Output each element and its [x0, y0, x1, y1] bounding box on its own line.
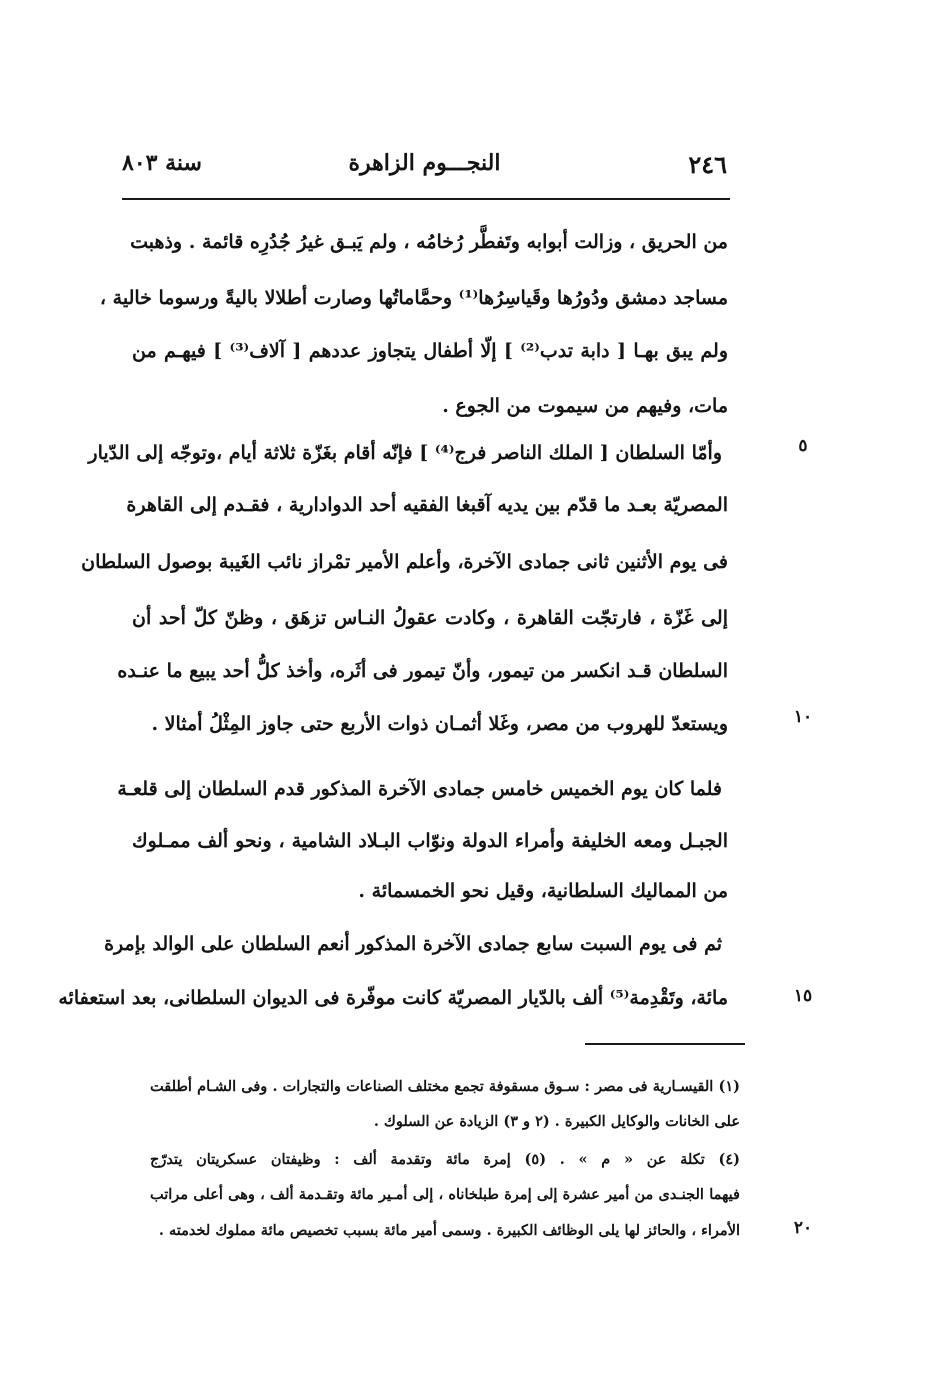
footnote-line: (٤) تكلة عن « م » . (٥) إمرة مائة وتقدمة ألف : وظيفتان عسكريتان يتدرّج — [150, 1151, 741, 1168]
page-number: ٢٤٦ — [688, 150, 727, 179]
margin-line-number: ٢٠ — [793, 1218, 813, 1238]
text-line: السلطان قـد انكسر من تيمور، وأنّ تيمور فى أثَره، وأخذ كلُّ أحد يبيع ما عنـده — [117, 660, 728, 682]
margin-line-number: ١٠ — [793, 707, 813, 727]
margin-line-number: ١٥ — [793, 986, 813, 1006]
margin-line-number: ٥ — [798, 436, 808, 456]
text-line: من المماليك السلطانية، وقيل نحو الخمسمائة . — [358, 880, 728, 902]
footnote-line: فيهما الجنـدى من أمير عشرة إلى إمرة طبلخاناه ، إلى أمـير مائة وتقـدمة ألف ، وهى أعلى مراتب — [150, 1186, 740, 1203]
text-line: مساجد دمشق ودُورُها وقَياسِرُها⁽¹⁾ وحمَّاماتُها وصارت أطلالا باليةً ورسوما خالية ، — [99, 287, 728, 309]
footnote-line: (١) القيسـارية فى مصر : سـوق مسقوفة تجمع مختلف الصناعات والتجارات . وفى الشـام أطلقت — [150, 1078, 740, 1095]
text-line: فى يوم الأثنين ثانى جمادى الآخرة، وأعلم الأمير تمْراز نائب الغَيبة بوصول السلطان — [81, 551, 728, 573]
footnote-line: على الخانات والوكايل الكبيرة . (٢ و ٣) الزيادة عن السلوك . — [373, 1113, 740, 1130]
text-line: فلما كان يوم الخميس خامس جمادى الآخرة المذكور قدم السلطان إلى قلعـة — [117, 778, 722, 800]
book-title: النجـــوم الزاهرة — [348, 150, 501, 176]
text-line: من الحريق ، وزالت أبوابه وتَفطَّر رُخامُه ، ولم يَبـق غيرُ جُدُرِه قائمة . وذهبت — [130, 231, 728, 253]
footnote-line: الأمراء ، والحائز لها يلى الوظائف الكبيرة . وسمى أمير مائة بسبب تخصيص مائة مملوك لخدمته . — [158, 1222, 740, 1239]
header-rule — [122, 198, 730, 200]
footnote-rule — [585, 1043, 745, 1045]
text-line: مائة، وتَقْدِمة⁽⁵⁾ ألف بالدّيار المصريّة كانت موفّرة فى الديوان السلطانى، بعد استعفائه — [58, 987, 728, 1009]
running-header — [122, 150, 727, 190]
text-line: وأمّا السلطان [ الملك الناصر فرج⁽⁴⁾ ] فإنّه أقام بغَزّة ثلاثة أيام ،وتوجّه إلى الدّيار — [88, 442, 722, 464]
text-line: ثم فى يوم السبت سابع جمادى الآخرة المذكور أنعم السلطان على الوالد بإمرة — [104, 933, 722, 955]
year-label: سنة ٨٠٣ — [122, 150, 202, 176]
text-line: ويستعدّ للهروب من مصر، وغَلا أثمـان ذوات الأربع حتى جاوز المِثْلُ أمثالا . — [151, 713, 728, 735]
text-line: المصريّة بعـد ما قدّم بين يديه آقبغا الفقيه أحد الدوادارية ، فقـدم إلى القاهرة — [126, 494, 728, 516]
text-line: إلى غَزّة ، فارتجّت القاهرة ، وكادت عقولُ النـاس تزهَق ، وظنّ كلّ أحد أن — [132, 607, 728, 629]
text-line: مات، وفيهم من سيموت من الجوع . — [442, 395, 728, 417]
text-line: الجبـل ومعه الخليفة وأمراء الدولة ونوّاب البـلاد الشامية ، ونحو ألف ممـلوك — [132, 830, 728, 852]
text-line: ولم يبق بهـا [ دابة تدب⁽²⁾ ] إلّا أطفال يتجاوز عددهم [ آلاف⁽³⁾ ] فيهـم من — [132, 340, 728, 362]
